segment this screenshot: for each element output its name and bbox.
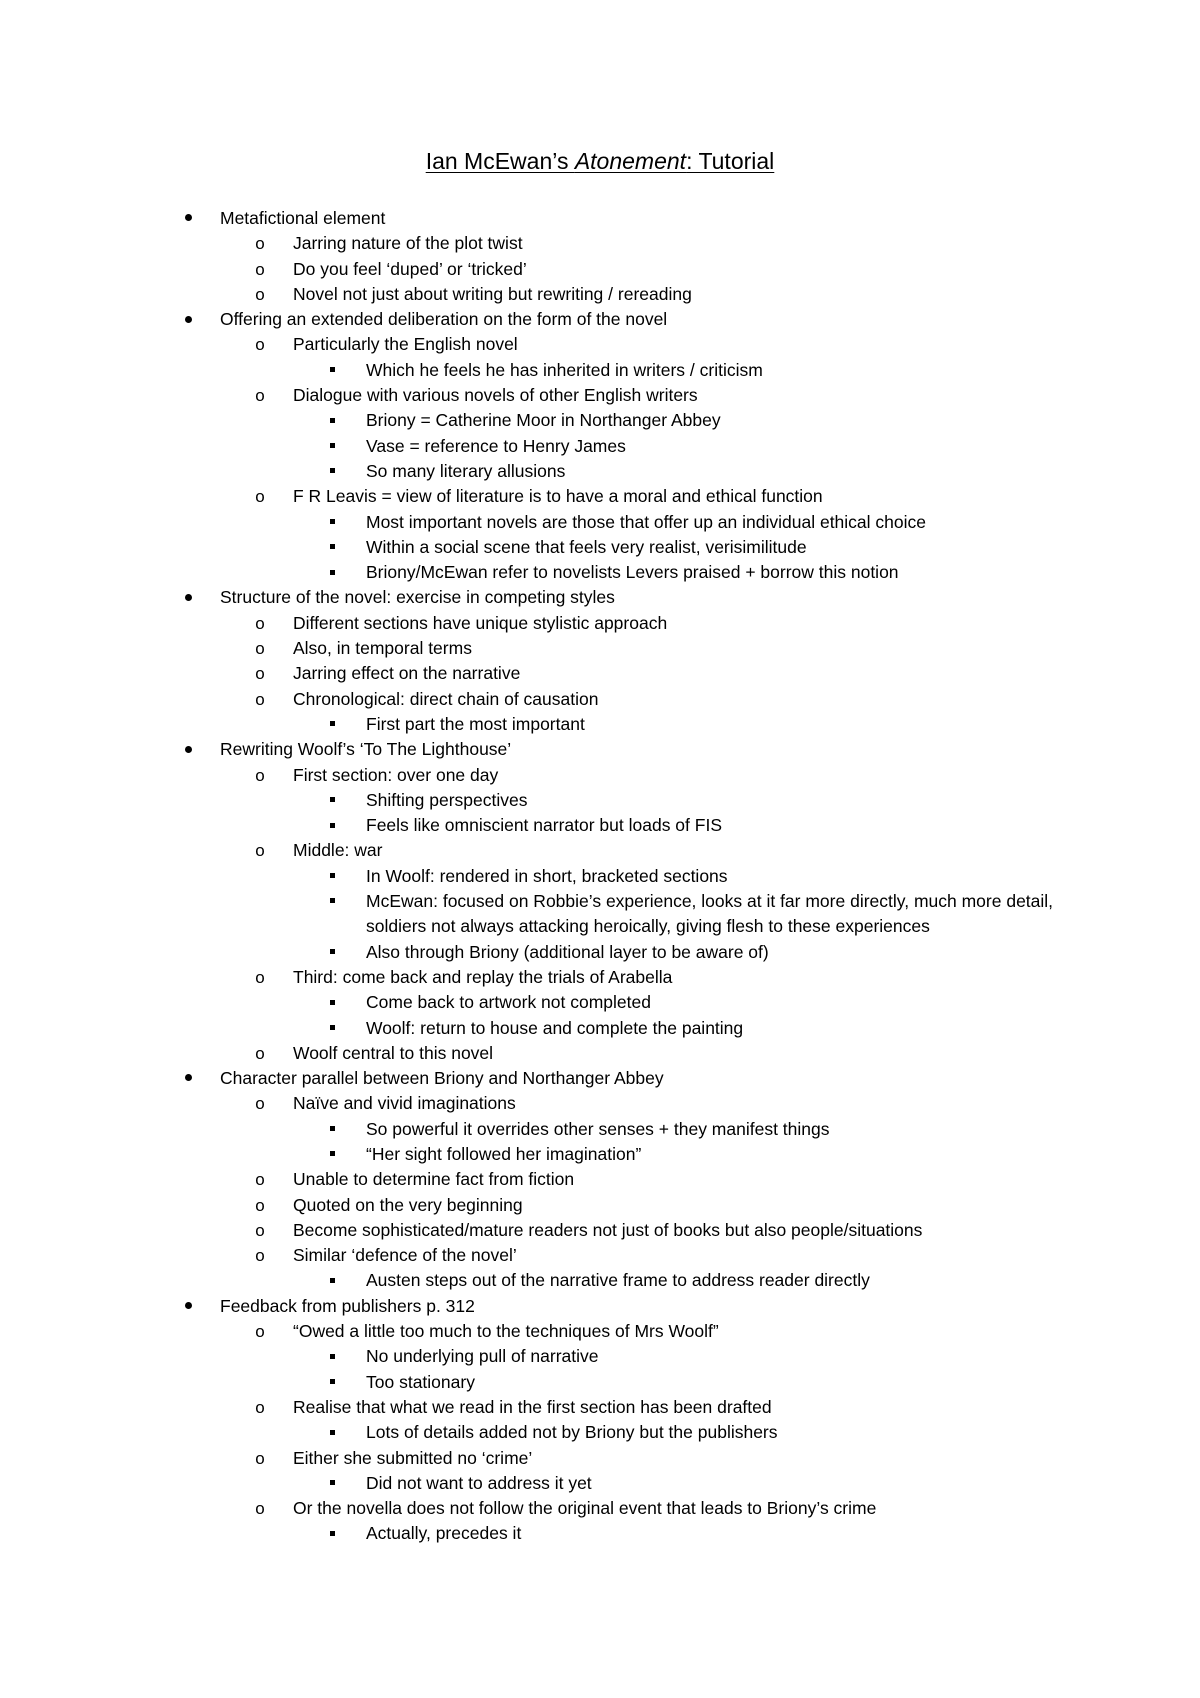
outline-item-level-0 — [0, 737, 1200, 762]
outline-item-level-2 — [0, 712, 1200, 737]
notes-list — [0, 206, 1200, 1547]
outline-item-text: No underlying pull of narrative — [366, 1346, 599, 1367]
outline-item-level-1 — [0, 661, 1200, 686]
bullet-square-icon — [322, 1268, 342, 1293]
outline-item-level-1 — [0, 1319, 1200, 1344]
bullet-circle-icon: o — [255, 335, 265, 355]
outline-item-text: Similar ‘defence of the novel’ — [293, 1245, 517, 1266]
outline-item-text: Woolf: return to house and complete the painting — [366, 1017, 744, 1038]
outline-item-text: “Owed a little too much to the techniques of Mrs Woolf” — [293, 1321, 719, 1342]
outline-item-text: So powerful it overrides other senses + they manifest things — [366, 1118, 830, 1139]
bullet-circle-icon: o — [255, 639, 265, 659]
outline-item-text: Also through Briony (additional layer to be aware of) — [366, 941, 769, 962]
outline-item-text: Third: come back and replay the trials of Arabella — [293, 966, 673, 987]
outline-item-text: In Woolf: rendered in short, bracketed sections — [366, 865, 728, 886]
outline-item-text: Offering an extended deliberation on the form of the novel — [220, 309, 668, 330]
bullet-circle-icon: o — [255, 259, 265, 279]
outline-item-level-2 — [0, 1521, 1200, 1546]
outline-item-text: Jarring effect on the narrative — [293, 663, 521, 684]
outline-item-text: Novel not just about writing but rewriting / rereading — [293, 283, 692, 304]
outline-item-text: Unable to determine fact from fiction — [293, 1169, 575, 1190]
bullet-circle-icon: o — [255, 1246, 265, 1266]
outline-item-level-1 — [0, 1395, 1200, 1420]
outline-item-level-2 — [0, 1117, 1200, 1142]
outline-item-text: So many literary allusions — [366, 460, 566, 481]
outline-item-text: Vase = reference to Henry James — [366, 435, 626, 456]
outline-item-level-1 — [0, 1496, 1200, 1521]
bullet-circle-icon: o — [255, 664, 265, 684]
bullet-square-icon — [322, 1471, 342, 1496]
outline-item-text: Lots of details added not by Briony but the publishers — [366, 1422, 778, 1443]
bullet-square-icon — [322, 408, 342, 433]
outline-item-text: Shifting perspectives — [366, 789, 528, 810]
outline-item-text: Structure of the novel: exercise in competing styles — [220, 587, 615, 608]
bullet-circle-icon: o — [255, 1448, 265, 1468]
bullet-square-icon — [322, 1521, 342, 1546]
outline-item-level-0 — [0, 206, 1200, 231]
outline-item-level-2 — [0, 535, 1200, 560]
bullet-circle-icon: o — [255, 234, 265, 254]
title-italic: Atonement — [574, 148, 687, 174]
outline-item-level-2 — [0, 1142, 1200, 1167]
outline-item-text: Jarring nature of the plot twist — [293, 233, 523, 254]
outline-item-level-2 — [0, 434, 1200, 459]
outline-item-level-1 — [0, 332, 1200, 357]
bullet-circle-icon: o — [255, 967, 265, 987]
outline-item-text: First part the most important — [366, 713, 585, 734]
outline-item-text: Either she submitted no ‘crime’ — [293, 1447, 533, 1468]
outline-item-text: Did not want to address it yet — [366, 1472, 592, 1493]
outline-item-level-1 — [0, 282, 1200, 307]
outline-item-text: Actually, precedes it — [366, 1523, 522, 1544]
bullet-square-icon — [322, 1117, 342, 1142]
bullet-square-icon — [322, 358, 342, 383]
bullet-square-icon — [322, 560, 342, 585]
outline-item-level-0 — [0, 307, 1200, 332]
bullet-dot-icon — [178, 206, 198, 231]
bullet-dot-icon — [178, 737, 198, 762]
outline-item-text: Most important novels are those that offer up an individual ethical choice — [366, 511, 926, 532]
outline-item-level-2 — [0, 560, 1200, 585]
outline-item-text: “Her sight followed her imagination” — [366, 1143, 642, 1164]
outline-item-text: Briony = Catherine Moor in Northanger Abbey — [366, 410, 721, 431]
outline-item-level-1 — [0, 611, 1200, 636]
outline-item-text: Come back to artwork not completed — [366, 992, 651, 1013]
bullet-circle-icon: o — [255, 1397, 265, 1417]
outline-item-level-1 — [0, 1193, 1200, 1218]
page-title — [0, 147, 1200, 175]
outline-item-text: Particularly the English novel — [293, 334, 518, 355]
outline-item-text: Austen steps out of the narrative frame to address reader directly — [366, 1270, 870, 1291]
outline-item-level-2 — [0, 788, 1200, 813]
outline-item-level-0 — [0, 1066, 1200, 1091]
bullet-circle-icon: o — [255, 613, 265, 633]
bullet-circle-icon: o — [255, 1170, 265, 1190]
bullet-square-icon — [322, 434, 342, 459]
outline-item-level-1 — [0, 1243, 1200, 1268]
outline-item-text: Or the novella does not follow the original event that leads to Briony’s crime — [293, 1498, 877, 1519]
outline-item-text: Within a social scene that feels very realist, verisimilitude — [366, 536, 807, 557]
bullet-square-icon — [322, 1142, 342, 1167]
outline-item-level-2 — [0, 813, 1200, 838]
outline-item-text: Dialogue with various novels of other English writers — [293, 385, 698, 406]
outline-item-level-1 — [0, 257, 1200, 282]
bullet-circle-icon: o — [255, 841, 265, 861]
bullet-dot-icon — [178, 307, 198, 332]
outline-item-text: Quoted on the very beginning — [293, 1194, 523, 1215]
outline-item-level-1 — [0, 1041, 1200, 1066]
outline-item-level-2 — [0, 1344, 1200, 1369]
outline-item-text: Become sophisticated/mature readers not just of books but also people/situations — [293, 1219, 923, 1240]
outline-item-level-2 — [0, 990, 1200, 1015]
outline-item-text: Too stationary — [366, 1371, 475, 1392]
outline-item-level-2 — [0, 864, 1200, 889]
bullet-dot-icon — [178, 1066, 198, 1091]
outline-item-level-1 — [0, 687, 1200, 712]
bullet-circle-icon: o — [255, 386, 265, 406]
outline-item-level-2 — [0, 1370, 1200, 1395]
outline-item-level-0 — [0, 585, 1200, 610]
outline-item-text: Metafictional element — [220, 208, 386, 228]
outline-item-text: Rewriting Woolf’s ‘To The Lighthouse’ — [220, 739, 512, 760]
outline-item-text: Middle: war — [293, 840, 383, 861]
outline-item-level-1 — [0, 383, 1200, 408]
outline-item-level-0 — [0, 1294, 1200, 1319]
outline-item-level-1 — [0, 1167, 1200, 1192]
outline-item-level-2 — [0, 459, 1200, 484]
title-suffix: : Tutorial — [686, 148, 775, 174]
bullet-circle-icon: o — [255, 1322, 265, 1342]
outline-item-level-2 — [0, 1268, 1200, 1293]
outline-item-text: Do you feel ‘duped’ or ‘tricked’ — [293, 258, 527, 279]
outline-item-level-1 — [0, 636, 1200, 661]
outline-item-text: Realise that what we read in the first section has been drafted — [293, 1396, 772, 1417]
bullet-circle-icon: o — [255, 1499, 265, 1519]
bullet-square-icon — [322, 990, 342, 1015]
outline-item-level-1 — [0, 1091, 1200, 1116]
bullet-circle-icon: o — [255, 284, 265, 304]
bullet-dot-icon — [178, 1294, 198, 1319]
outline-item-level-2 — [0, 358, 1200, 383]
bullet-square-icon — [322, 510, 342, 535]
outline-item-level-2 — [0, 510, 1200, 535]
bullet-square-icon — [322, 712, 342, 737]
outline-item-level-1 — [0, 484, 1200, 509]
bullet-square-icon — [322, 1344, 342, 1369]
bullet-dot-icon — [178, 585, 198, 610]
outline-item-text: Briony/McEwan refer to novelists Levers praised + borrow this notion — [366, 562, 899, 583]
outline-item-level-2 — [0, 940, 1200, 965]
bullet-circle-icon: o — [255, 765, 265, 785]
bullet-circle-icon: o — [255, 1043, 265, 1063]
outline-item-text: Feels like omniscient narrator but loads of FIS — [366, 815, 722, 836]
bullet-square-icon — [322, 864, 342, 889]
bullet-circle-icon: o — [255, 1220, 265, 1240]
bullet-square-icon — [322, 1370, 342, 1395]
outline-item-text: Different sections have unique stylistic approach — [293, 612, 668, 633]
bullet-square-icon — [322, 459, 342, 484]
outline-item-level-1 — [0, 965, 1200, 990]
bullet-square-icon — [322, 535, 342, 560]
bullet-square-icon — [322, 788, 342, 813]
bullet-square-icon — [322, 889, 342, 914]
outline-item-text: Also, in temporal terms — [293, 638, 472, 659]
bullet-circle-icon: o — [255, 689, 265, 709]
outline-item-level-2 — [0, 889, 1200, 940]
bullet-square-icon — [322, 940, 342, 965]
outline-item-text: Which he feels he has inherited in writers / criticism — [366, 359, 763, 380]
outline-item-level-2 — [0, 1016, 1200, 1041]
outline-item-level-2 — [0, 1420, 1200, 1445]
outline-item-level-1 — [0, 1446, 1200, 1471]
bullet-square-icon — [322, 1016, 342, 1041]
title-prefix: Ian McEwan’s — [425, 148, 575, 174]
outline-item-level-1 — [0, 1218, 1200, 1243]
outline-item-text: First section: over one day — [293, 764, 499, 785]
outline-item-text: McEwan: focused on Robbie’s experience, looks at it far more directly, much more detail, soldiers not always attacking heroically, giving flesh to these experiences — [366, 891, 1054, 937]
bullet-circle-icon: o — [255, 1094, 265, 1114]
bullet-square-icon — [322, 1420, 342, 1445]
outline-item-level-2 — [0, 408, 1200, 433]
bullet-square-icon — [322, 813, 342, 838]
outline-item-text: Feedback from publishers p. 312 — [220, 1295, 475, 1316]
outline-item-level-1 — [0, 763, 1200, 788]
outline-item-text: Naïve and vivid imaginations — [293, 1093, 516, 1114]
outline-item-text: Chronological: direct chain of causation — [293, 688, 599, 709]
bullet-circle-icon: o — [255, 487, 265, 507]
outline-item-text: Woolf central to this novel — [293, 1042, 494, 1063]
outline-item-level-2 — [0, 1471, 1200, 1496]
outline-item-level-1 — [0, 231, 1200, 256]
outline-item-level-1 — [0, 838, 1200, 863]
outline-item-text: F R Leavis = view of literature is to have a moral and ethical function — [293, 486, 823, 507]
bullet-circle-icon: o — [255, 1195, 265, 1215]
outline-item-text: Character parallel between Briony and Northanger Abbey — [220, 1068, 664, 1089]
